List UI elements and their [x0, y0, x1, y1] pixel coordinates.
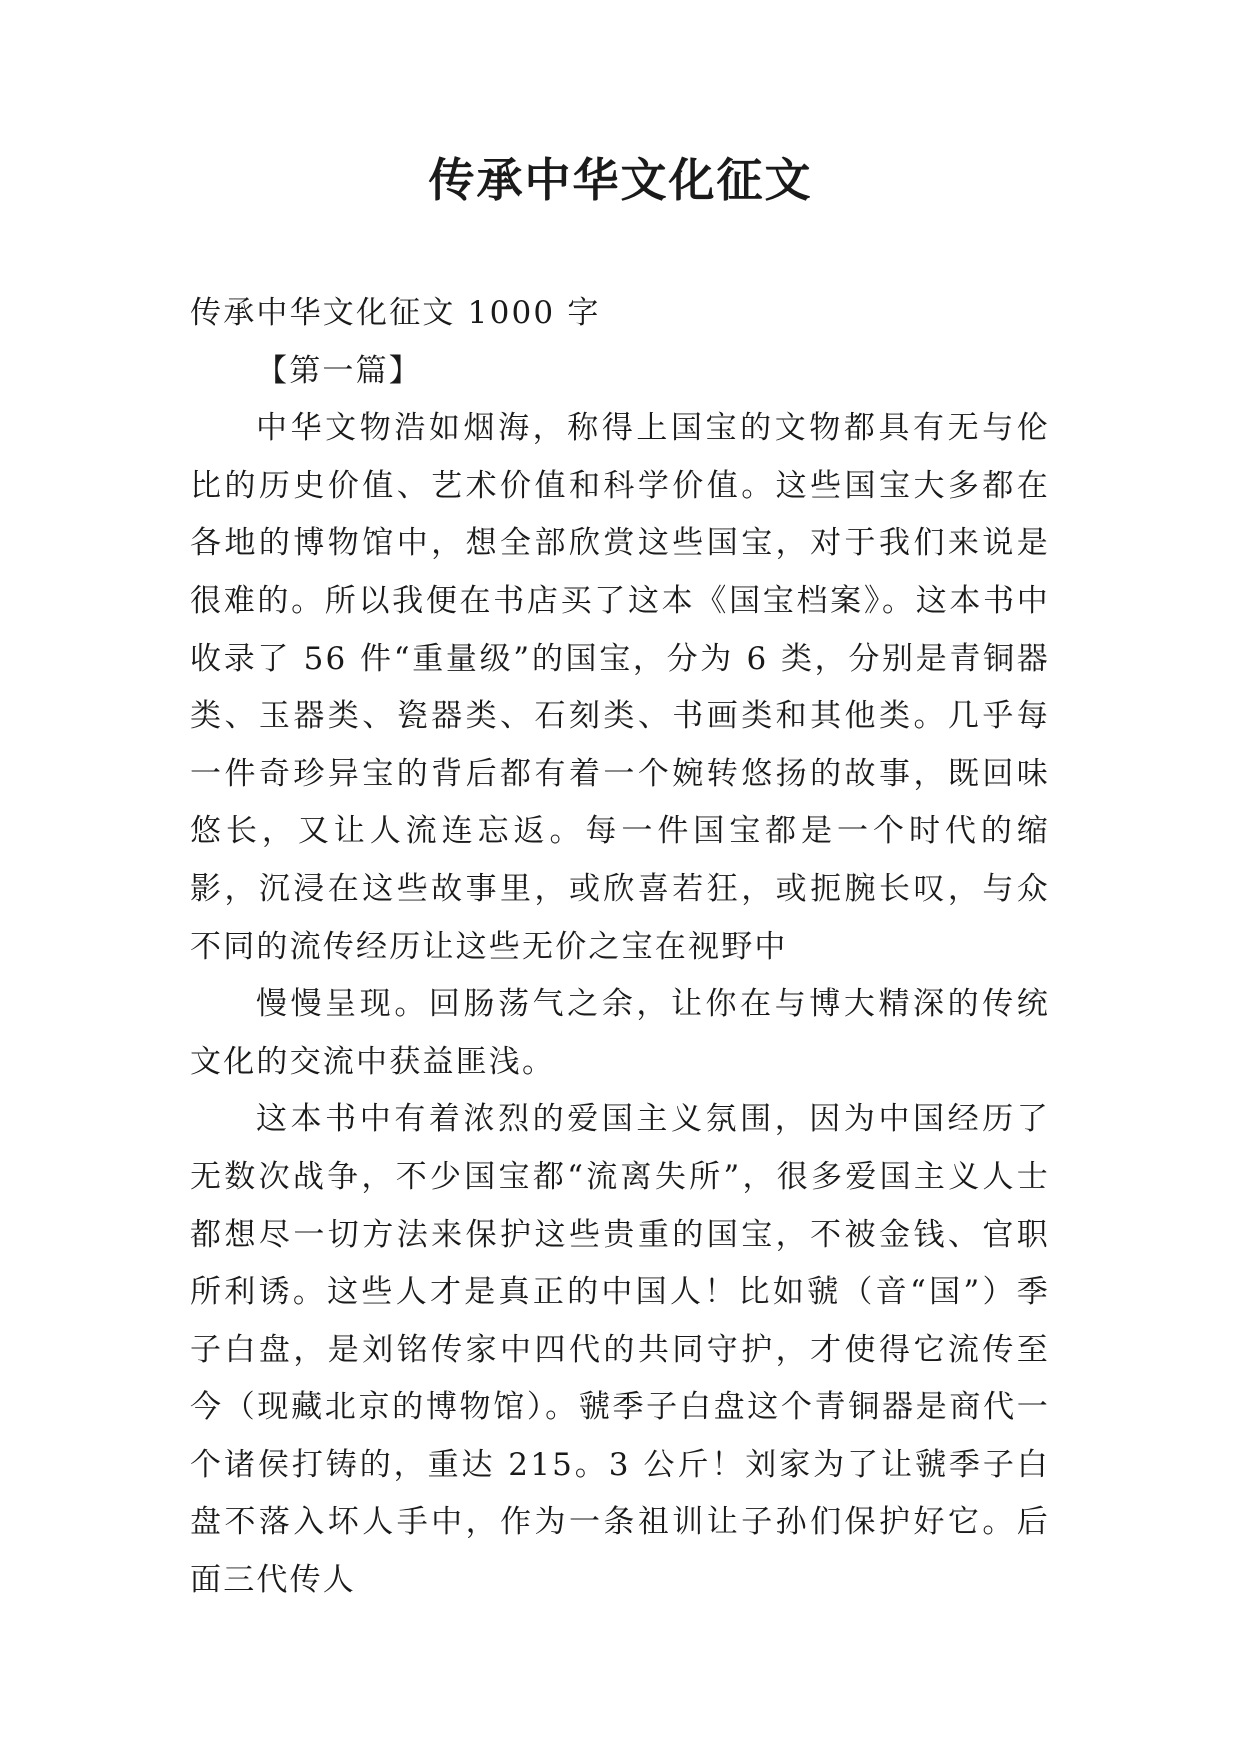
document-body [190, 285, 1050, 1610]
document-subtitle: 传承中华文化征文 1000 字 [190, 295, 601, 331]
document-title: 传承中华文化征文 [428, 153, 813, 207]
paragraph-2: 慢慢呈现。回肠荡气之余，让你在与博大精深的传统文化的交流中获益匪浅。 [190, 986, 1050, 1080]
paragraph-3: 这本书中有着浓烈的爱国主义氛围，因为中国经历了无数次战争，不少国宝都“流离失所”，很多爱国主义人士都想尽一切方法来保护这些贵重的国宝，不被金钱、官职所利诱。这些人才是真正的中国人！比如虢（音“国”）季子白盘，是刘铭传家中四代的共同守护，才使得它流传至今（现藏北京的博物馆）。虢季子白盘这个青铜器是商代一个诸侯打铸的，重达 215。3 公斤！刘家为了让虢季子白盘不落入坏人手中，作为一条祖训让子孙们保护好它。后面三代传人 [190, 1101, 1050, 1599]
section-label: 【第一篇】 [256, 352, 422, 389]
paragraph-1: 中华文物浩如烟海，称得上国宝的文物都具有无与伦比的历史价值、艺术价值和科学价值。这些国宝大多都在各地的博物馆中，想全部欣赏这些国宝，对于我们来说是很难的。所以我便在书店买了这本《国宝档案》。这本书中收录了 56 件“重量级”的国宝，分为 6 类，分别是青铜器类、玉器类、瓷器类、石刻类、书画类和其他类。几乎每一件奇珍异宝的背后都有着一个婉转悠扬的故事，既回味悠长，又让人流连忘返。每一件国宝都是一个时代的缩影，沉浸在这些故事里，或欣喜若狂，或扼腕长叹，与众不同的流传经历让这些无价之宝在视野中 [190, 410, 1050, 965]
